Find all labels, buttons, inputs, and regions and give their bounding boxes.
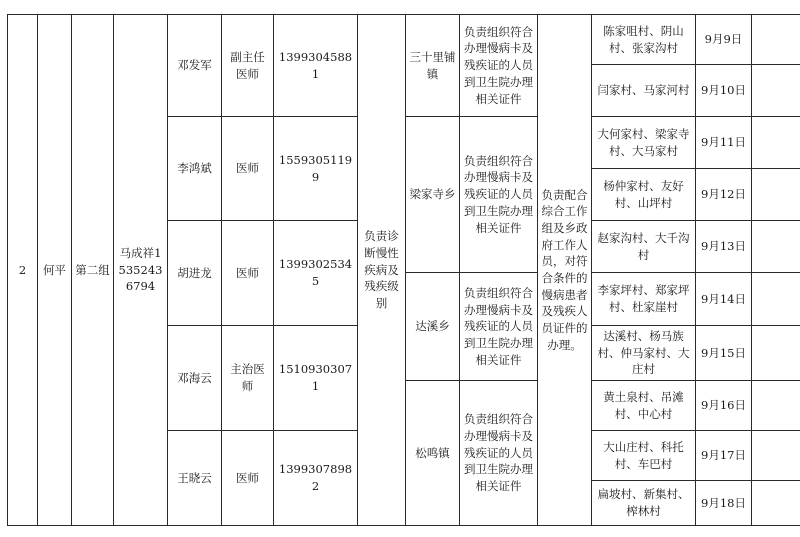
village-list: 达溪村、杨马族村、仲马家村、大庄村 <box>592 326 696 381</box>
remark-cell <box>752 15 800 65</box>
remark-cell <box>752 481 800 526</box>
town-name: 达溪乡 <box>406 273 460 381</box>
group-name: 第二组 <box>72 15 114 526</box>
doctor-name: 胡进龙 <box>168 221 222 326</box>
remark-cell <box>752 117 800 169</box>
town-name: 松鸣镇 <box>406 381 460 526</box>
group-contact: 马成祥15352436794 <box>114 15 168 526</box>
team-leader: 何平 <box>38 15 72 526</box>
doctor-phone: 13993078982 <box>274 431 358 526</box>
remark-cell <box>752 273 800 326</box>
doctor-phone: 15593051199 <box>274 117 358 221</box>
doctor-title: 医师 <box>222 431 274 526</box>
visit-date: 9月10日 <box>696 65 752 117</box>
village-list: 赵家沟村、大千沟村 <box>592 221 696 273</box>
row-index: 2 <box>8 15 38 526</box>
doctor-title: 主治医师 <box>222 326 274 431</box>
village-list: 扁坡村、新集村、榨林村 <box>592 481 696 526</box>
diagnosis-task: 负责诊断慢性疾病及残疾级别 <box>358 15 406 526</box>
doctor-phone: 15109303071 <box>274 326 358 431</box>
town-duty: 负责组织符合办理慢病卡及残疾证的人员到卫生院办理相关证件 <box>460 15 538 117</box>
doctor-title: 医师 <box>222 117 274 221</box>
village-list: 杨仲家村、友好村、山坪村 <box>592 169 696 221</box>
doctor-name: 邓海云 <box>168 326 222 431</box>
town-duty: 负责组织符合办理慢病卡及残疾证的人员到卫生院办理相关证件 <box>460 381 538 526</box>
town-name: 梁家寺乡 <box>406 117 460 273</box>
visit-date: 9月15日 <box>696 326 752 381</box>
village-list: 陈家咀村、阴山村、张家沟村 <box>592 15 696 65</box>
remark-cell <box>752 221 800 273</box>
doctor-name: 李鸿斌 <box>168 117 222 221</box>
visit-date: 9月14日 <box>696 273 752 326</box>
schedule-table <box>7 14 800 526</box>
visit-date: 9月12日 <box>696 169 752 221</box>
doctor-name: 王晓云 <box>168 431 222 526</box>
visit-date: 9月16日 <box>696 381 752 431</box>
remark-cell <box>752 65 800 117</box>
doctor-title: 医师 <box>222 221 274 326</box>
village-list: 大山庄村、科托村、车巴村 <box>592 431 696 481</box>
village-list: 黄土泉村、吊滩村、中心村 <box>592 381 696 431</box>
doctor-name: 邓发军 <box>168 15 222 117</box>
visit-date: 9月11日 <box>696 117 752 169</box>
town-name: 三十里铺镇 <box>406 15 460 117</box>
visit-date: 9月13日 <box>696 221 752 273</box>
visit-date: 9月17日 <box>696 431 752 481</box>
village-list: 闫家村、马家河村 <box>592 65 696 117</box>
coordination-duty: 负责配合综合工作组及乡政府工作人员，对符合条件的慢病患者及残疾人员证件的办理。 <box>538 15 592 526</box>
remark-cell <box>752 431 800 481</box>
village-list: 李家坪村、郑家坪村、杜家崖村 <box>592 273 696 326</box>
visit-date: 9月18日 <box>696 481 752 526</box>
doctor-phone: 13993045881 <box>274 15 358 117</box>
doctor-title: 副主任医师 <box>222 15 274 117</box>
town-duty: 负责组织符合办理慢病卡及残疾证的人员到卫生院办理相关证件 <box>460 273 538 381</box>
doctor-phone: 13993025345 <box>274 221 358 326</box>
village-list: 大何家村、梁家寺村、大马家村 <box>592 117 696 169</box>
town-duty: 负责组织符合办理慢病卡及残疾证的人员到卫生院办理相关证件 <box>460 117 538 273</box>
remark-cell <box>752 326 800 381</box>
remark-cell <box>752 381 800 431</box>
remark-cell <box>752 169 800 221</box>
visit-date: 9月9日 <box>696 15 752 65</box>
